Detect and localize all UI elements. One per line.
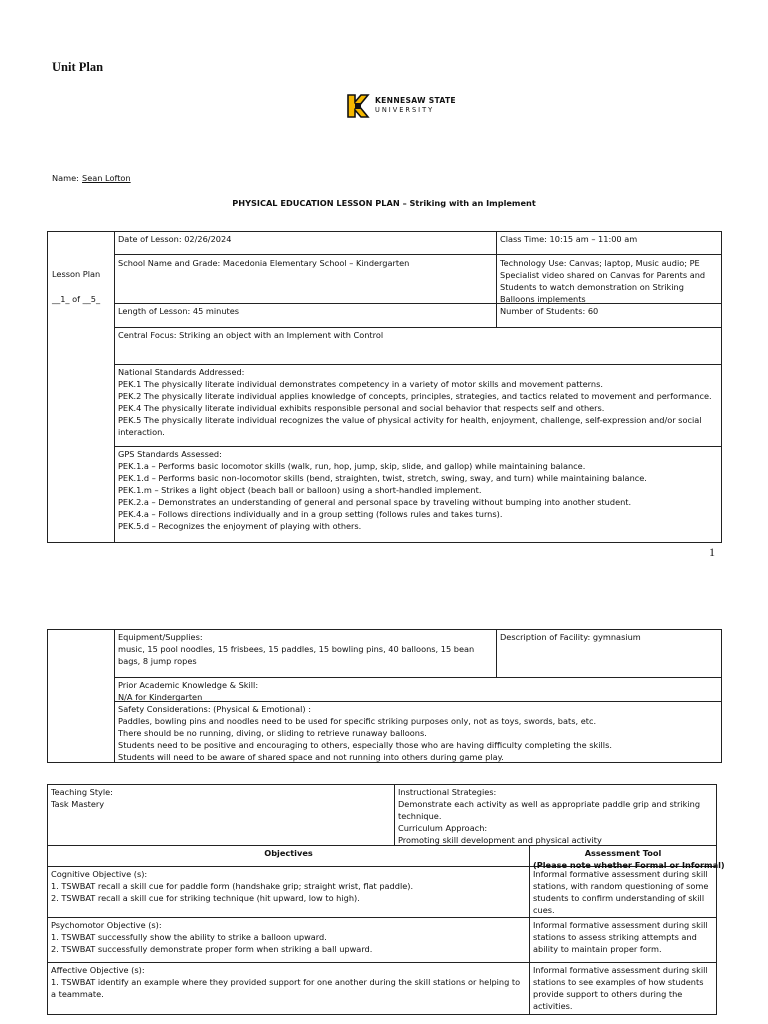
prior-title: Prior Academic Knowledge & Skill: [118,680,259,690]
name-label: Name: [52,173,79,183]
gps-standard-item: PEK.4.a – Follows directions individually and in a group setting (follows rules and takes turns). [118,509,503,519]
objective-item: 1. TSWBAT recall a skill cue for paddle form (handshake grip; straight wrist, flat paddle). [51,881,414,891]
lesson-plan-label: Lesson Plan [52,269,101,279]
national-standard-item: PEK.1 The physically literate individual demonstrates competency in a variety of motor skills and movement patterns. [118,379,603,389]
central-focus: Central Focus: Striking an object with an Implement with Control [118,330,384,340]
name-value: Sean Lofton [82,173,131,183]
equipment-supplies [115,630,495,667]
cognitive-assessment: Informal formative assessment during skill stations, with random questioning of some students to confirm understanding of skill cues. [533,869,709,915]
gps-standard-item: PEK.5.d – Recognizes the enjoyment of playing with others. [118,521,362,531]
affective-assessment: Informal formative assessment during skill stations to see examples of how students provide support to others during the activities. [533,965,708,1011]
national-standards [115,365,721,438]
national-standard-item: interaction. [118,427,165,437]
page-number: 1 [709,545,715,559]
lesson-plan-heading: PHYSICAL EDUCATION LESSON PLAN – Striking with an Implement [232,198,536,208]
curriculum-title: Curriculum Approach: [398,823,488,833]
class-time: Class Time: 10:15 am – 11:00 am [500,234,638,244]
date-of-lesson: Date of Lesson: 02/26/2024 [118,234,232,244]
facility-description: Description of Facility: gymnasium [500,632,641,642]
teaching-style-value: Task Mastery [51,799,105,809]
safety-item: Students need to be positive and encouraging to others, especially those who are having difficulty completing the skills. [118,740,612,750]
school-and-grade: School Name and Grade: Macedonia Elementary School – Kindergarten [118,258,410,268]
cognitive-objective [48,867,529,904]
instructional-strategies [395,785,716,846]
prior-knowledge [115,678,721,703]
objective-item: 2. TSWBAT recall a skill cue for striking technique (hit upward, low to high). [51,893,360,903]
national-standard-item: PEK.4 The physically literate individual exhibits responsible personal and social behavior that respects self and others. [118,403,605,413]
university-logo [346,93,456,119]
objective-title: Cognitive Objective (s): [51,869,148,879]
assessment-header-line2: (Please note whether Formal or Informal) [533,860,725,870]
curriculum-text: Promoting skill development and physical activity [398,835,602,845]
objective-item: 1. TSWBAT identify an example where they provided support for one another during the skill stations or helping to [51,977,521,987]
psychomotor-objective [48,918,529,955]
logo-line-2: UNIVERSITY [375,106,435,114]
gps-standard-item: PEK.2.a – Demonstrates an understanding of general and personal space by traveling without bumping into another student. [118,497,632,507]
equipment-title: Equipment/Supplies: [118,632,203,642]
lesson-plan-count: __1_ of __5_ [52,294,101,304]
gps-standard-item: PEK.1.d – Performs basic non-locomotor skills (bend, straighten, twist, stretch, swing, sway, and turn) while maintaining balance. [118,473,647,483]
objectives-header: Objectives [264,848,313,858]
gps-standard-item: PEK.1.m – Strikes a light object (beach ball or balloon) using a short-handled implement. [118,485,482,495]
psychomotor-assessment: Informal formative assessment during skill stations to assess striking attempts and ability to maintain proper form. [533,920,708,954]
objective-item: 2. TSWBAT successfully demonstrate proper form when striking a ball upward. [51,944,373,954]
prior-text: N/A for Kindergarten [118,692,203,702]
teaching-style [48,785,393,810]
safety-considerations [115,702,721,763]
gps-standards [115,447,721,532]
length-of-lesson: Length of Lesson: 45 minutes [118,306,240,316]
instr-title: Instructional Strategies: [398,787,497,797]
assessment-header-line1: Assessment Tool [584,848,662,858]
number-of-students: Number of Students: 60 [500,306,599,316]
equipment-text: music, 15 pool noodles, 15 frisbees, 15 paddles, 15 bowling pins, 40 balloons, 15 bean bags, 8 jump ropes [118,644,475,666]
teaching-style-title: Teaching Style: [51,787,113,797]
gps-standards-title: GPS Standards Assessed: [118,449,222,459]
gps-standard-item: PEK.1.a – Performs basic locomotor skills (walk, run, hop, jump, skip, slide, and gallop) while maintaining balance. [118,461,586,471]
instr-text: Demonstrate each activity as well as appropriate paddle grip and striking technique. [398,799,701,821]
safety-item: Students will need to be aware of shared space and not running into others during game play. [118,752,504,762]
unit-plan-title: Unit Plan [52,60,104,74]
safety-title: Safety Considerations: (Physical & Emotional) : [118,704,311,714]
technology-use: Technology Use: Canvas; laptop, Music audio; PE Specialist video shared on Canvas for Parents and Students to watch demonstration on Striking Balloons implements [500,258,706,304]
objective-title: Affective Objective (s): [51,965,145,975]
national-standard-item: PEK.2 The physically literate individual applies knowledge of concepts, principles, strategies, and tactics related to movement and performance. [118,391,712,401]
national-standards-title: National Standards Addressed: [118,367,245,377]
safety-item: Paddles, bowling pins and noodles need to be used for specific striking purposes only, not as toys, swords, bats, etc. [118,716,597,726]
objective-item: a teammate. [51,989,104,999]
objective-title: Psychomotor Objective (s): [51,920,162,930]
ksu-emblem-icon [346,93,370,119]
affective-objective [48,963,529,1000]
logo-line-1: KENNESAW STATE [375,96,456,105]
national-standard-item: PEK.5 The physically literate individual recognizes the value of physical activity for health, enjoyment, challenge, self-expression and/or social [118,415,702,425]
objective-item: 1. TSWBAT successfully show the ability to strike a balloon upward. [51,932,327,942]
safety-item: There should be no running, diving, or sliding to retrieve runaway balloons. [118,728,427,738]
